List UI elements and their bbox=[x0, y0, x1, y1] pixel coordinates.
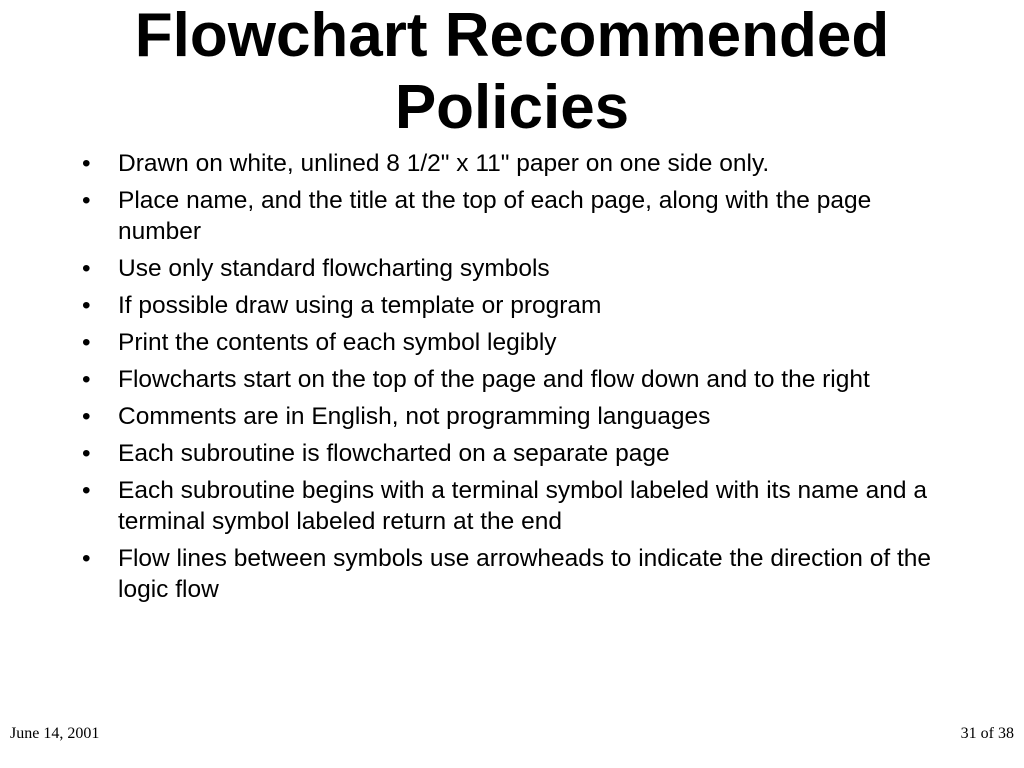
footer-date: June 14, 2001 bbox=[10, 725, 100, 742]
bullet-point-icon: • bbox=[82, 150, 91, 177]
bullet-point-icon: • bbox=[82, 187, 91, 214]
bullet-item bbox=[76, 253, 956, 284]
bullet-point-icon: • bbox=[82, 292, 91, 319]
slide-title-line-1: Flowchart Recommended bbox=[134, 1, 890, 70]
bullet-point-icon: • bbox=[82, 403, 91, 430]
bullet-text: Print the contents of each symbol legibly bbox=[118, 329, 557, 356]
bullet-text: Place name, and the title at the top of each page, along with the page number bbox=[118, 187, 872, 245]
bullet-point-icon: • bbox=[82, 545, 91, 572]
slide-title-line-2: Policies bbox=[394, 73, 630, 142]
footer-page-number: 31 of 38 bbox=[960, 725, 1014, 742]
bullet-text: Each subroutine is flowcharted on a separate page bbox=[118, 440, 670, 467]
bullet-point-icon: • bbox=[82, 366, 91, 393]
bullet-item bbox=[76, 364, 956, 395]
bullet-item bbox=[76, 327, 956, 358]
bullet-item bbox=[76, 148, 956, 179]
bullet-item bbox=[76, 290, 956, 321]
slide-title bbox=[0, 0, 1024, 144]
bullet-text: Drawn on white, unlined 8 1/2" x 11" paper on one side only. bbox=[118, 150, 770, 177]
bullet-item bbox=[76, 475, 956, 537]
bullet-text: Use only standard flowcharting symbols bbox=[118, 255, 550, 282]
bullet-text: If possible draw using a template or program bbox=[118, 292, 602, 319]
bullet-item bbox=[76, 438, 956, 469]
bullet-text: Flow lines between symbols use arrowheads to indicate the direction of the logic flow bbox=[118, 545, 932, 603]
bullet-item bbox=[76, 185, 956, 247]
bullet-list bbox=[76, 148, 956, 611]
bullet-point-icon: • bbox=[82, 477, 91, 504]
bullet-item bbox=[76, 401, 956, 432]
bullet-text: Comments are in English, not programming languages bbox=[118, 403, 711, 430]
bullet-text: Flowcharts start on the top of the page and flow down and to the right bbox=[118, 366, 870, 393]
bullet-point-icon: • bbox=[82, 329, 91, 356]
bullet-point-icon: • bbox=[82, 255, 91, 282]
bullet-text: Each subroutine begins with a terminal symbol labeled with its name and a terminal symbol labeled return at the end bbox=[118, 477, 927, 535]
bullet-item bbox=[76, 543, 956, 605]
bullet-point-icon: • bbox=[82, 440, 91, 467]
